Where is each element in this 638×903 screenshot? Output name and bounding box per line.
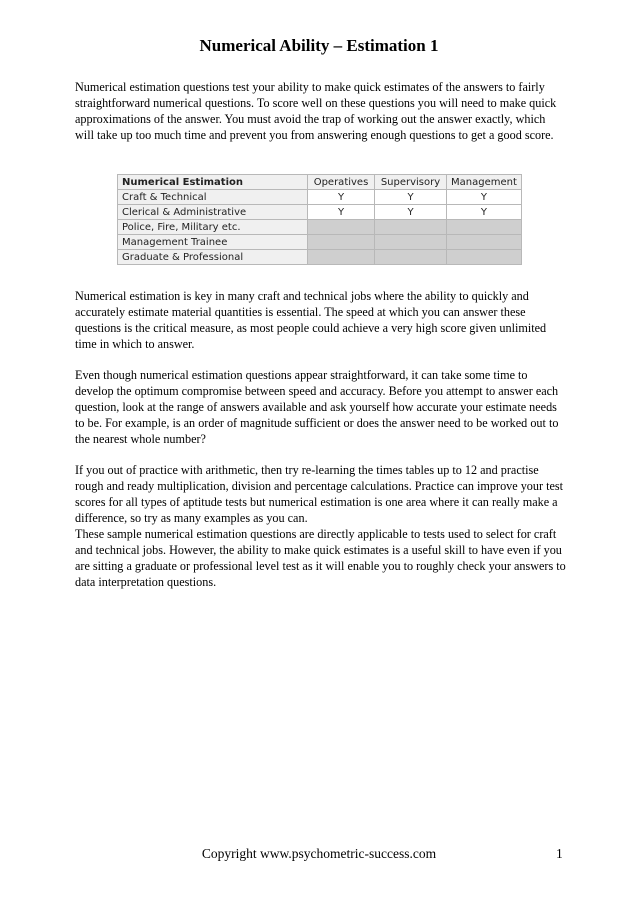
table-cell: Y — [375, 205, 447, 220]
table-header-cell: Supervisory — [375, 175, 447, 190]
footer-copyright: Copyright www.psychometric-success.com — [201, 846, 437, 861]
table-row — [118, 235, 522, 250]
table-header-cell: Numerical Estimation — [118, 175, 308, 190]
table-header-cell: Operatives — [308, 175, 375, 190]
table-cell-empty — [308, 220, 375, 235]
table-cell-empty — [375, 250, 447, 265]
table-cell-empty — [447, 235, 522, 250]
table-row-label: Management Trainee — [118, 235, 308, 250]
intro-paragraph: Numerical estimation questions test your ability to make quick estimates of the answers to fairly straightforward numerical questions. To score well on these questions you will need to make quick approximations of the answer. You must avoid the trap of working out the answer exactly, which will take up too much time and prevent you from answering enough questions to get a good score. — [75, 80, 557, 142]
body-paragraph: These sample numerical estimation questions are directly applicable to tests used to select for craft and technical jobs. However, the ability to make quick estimates is a useful skill to have even if you are sitting a graduate or professional level test as it will enable you to roughly check your answers to data interpretation questions. — [75, 527, 566, 589]
table-cell: Y — [375, 190, 447, 205]
body-paragraph: Numerical estimation is key in many craft and technical jobs where the ability to quickly and accurately estimate material quantities is essential. The speed at which you can answer these questions is the critical measure, as most people could achieve a very high score given unlimited time in which to answer. — [75, 289, 547, 351]
job-suitability-table — [117, 174, 522, 265]
page-number: 1 — [556, 846, 563, 861]
page-title: Numerical Ability – Estimation 1 — [199, 36, 439, 55]
table-row — [118, 250, 522, 265]
body-paragraph: Even though numerical estimation questions appear straightforward, it can take some time to develop the optimum compromise between speed and accuracy. Before you attempt to answer each question, look at the range of answers available and ask yourself how accurate your estimate needs to be. For example, is an order of magnitude sufficient or does the answer need to be worked out to the nearest whole number? — [75, 368, 559, 446]
table-header-cell: Management — [447, 175, 522, 190]
table-row — [118, 220, 522, 235]
table-cell-empty — [447, 220, 522, 235]
table-cell: Y — [308, 205, 375, 220]
table-cell-empty — [308, 235, 375, 250]
table-cell: Y — [447, 205, 522, 220]
table-cell: Y — [447, 190, 522, 205]
body-paragraph: If you out of practice with arithmetic, then try re-learning the times tables up to 12 and practise rough and ready multiplication, division and percentage calculations. Practice can improve your test scores for all types of aptitude tests but numerical estimation is one area where it can really make a difference, so try as many examples as you can. — [75, 463, 564, 525]
table-cell-empty — [447, 250, 522, 265]
table-header-row — [118, 175, 522, 190]
table-row — [118, 205, 522, 220]
table-row-label: Craft & Technical — [118, 190, 308, 205]
table-cell-empty — [308, 250, 375, 265]
table-cell: Y — [308, 190, 375, 205]
table-row-label: Graduate & Professional — [118, 250, 308, 265]
table-row-label: Clerical & Administrative — [118, 205, 308, 220]
table-cell-empty — [375, 220, 447, 235]
table-cell-empty — [375, 235, 447, 250]
table-row-label: Police, Fire, Military etc. — [118, 220, 308, 235]
table-row — [118, 190, 522, 205]
